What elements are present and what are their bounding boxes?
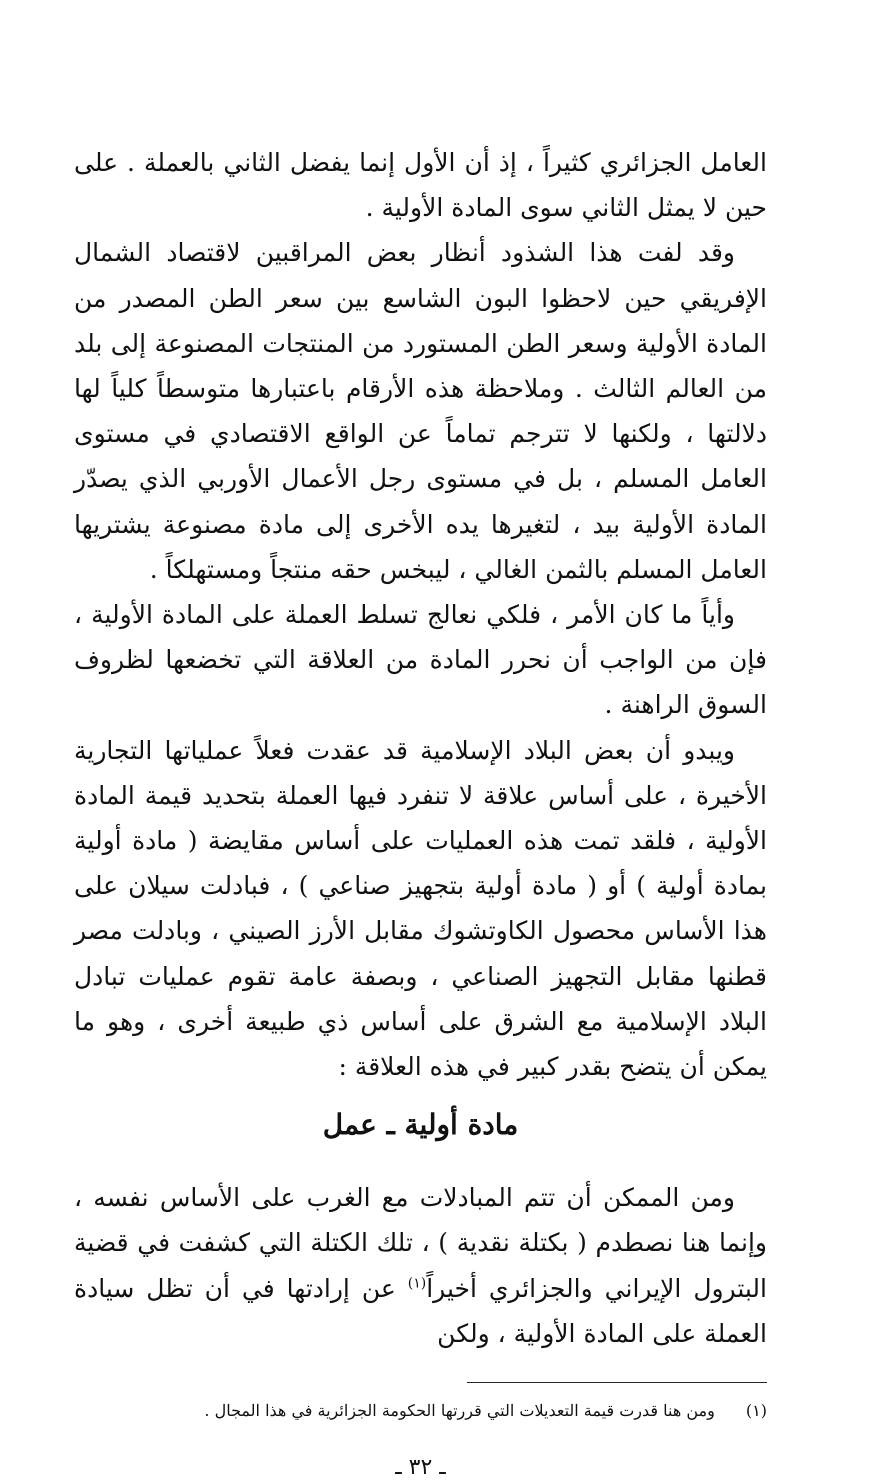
body-text-2 — [74, 1175, 767, 1356]
section-heading: مادة أولية ـ عمل — [322, 1108, 519, 1142]
footnote-divider — [467, 1382, 767, 1383]
page-number: ـ ٣٢ ـ — [395, 1455, 446, 1480]
paragraph-5-start: ومن الممكن أن تتم المبادلات مع الغرب على الأساس نفسه ، وإنما هنا نصطدم ( بكتلة نقدية ) ، تلك الكتلة التي كشفت في قضية البترول الإيراني والجزائري أخيراً — [74, 1183, 767, 1303]
body-text — [74, 140, 767, 1089]
paragraph-3: وأياً ما كان الأمر ، فلكي نعالج تسلط العملة على المادة الأولية ، فإن من الواجب أن نحرر المادة من العلاقة التي تخضعها لظروف السوق الراهنة . — [74, 600, 767, 720]
footnote-number: (١) — [745, 1401, 767, 1421]
paragraph-4: ويبدو أن بعض البلاد الإسلامية قد عقدت فعلاً عملياتها التجارية الأخيرة ، على أساس علاقة لا تنفرد فيها العملة بتحديد قيمة المادة الأولية ، فلقد تمت هذه العمليات على أساس مقايضة ( مادة أولية بمادة أولية ) أو ( مادة أولية بتجهيز صناعي ) ، فبادلت سيلان على هذا الأساس محصول الكاوتشوك مقابل الأرز الصيني ، وبادلت مصر قطنها مقابل التجهيز الصناعي ، وبصفة عامة تقوم عمليات تبادل البلاد الإسلامية مع الشرق على أساس ذي طبيعة أخرى ، وهو ما يمكن أن يتضح بقدر كبير في هذه العلاقة : — [74, 735, 767, 1082]
footnote — [74, 1399, 767, 1423]
footnote-marker: (١) — [407, 1275, 427, 1292]
paragraph-5 — [74, 1175, 767, 1356]
paragraph-1: العامل الجزائري كثيراً ، إذ أن الأول إنما يفضل الثاني بالعملة . على حين لا يمثل الثاني سوى المادة الأولية . — [74, 148, 767, 223]
paragraph-2: وقد لفت هذا الشذود أنظار بعض المراقبين لاقتصاد الشمال الإفريقي حين لاحظوا البون الشاسع بين سعر الطن المصدر من المادة الأولية وسعر الطن المستورد من المنتجات المصنوعة إلى بلد من العالم الثالث . وملاحظة هذه الأرقام باعتبارها متوسطاً كلياً لها دلالتها ، ولكنها لا تترجم تماماً عن الواقع الاقتصادي في مستوى العامل المسلم ، بل في مستوى رجل الأعمال الأوربي الذي يصدّر المادة الأولية بيد ، لتغيرها يده الأخرى إلى مادة مصنوعة يشتريها العامل المسلم بالثمن الغالي ، ليبخس حقه منتجاً ومستهلكاً . — [74, 238, 767, 584]
paragraph-5-end: عن إرادتها في أن تظل سيادة العملة على المادة الأولية ، ولكن — [74, 1273, 767, 1348]
footnote-text: ومن هنا قدرت قيمة التعديلات التي قررتها الحكومة الجزائرية في هذا المجال . — [204, 1401, 715, 1421]
